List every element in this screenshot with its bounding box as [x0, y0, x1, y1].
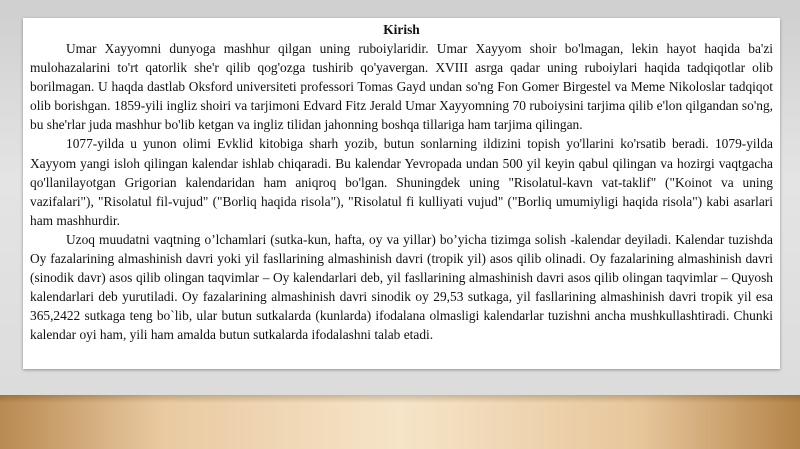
document-page [23, 18, 780, 369]
document-title: Kirish [383, 22, 420, 37]
paragraph-2: 1077-yilda u yunon olimi Evklid kitobiga sharh yozib, butun sonlarning ildizini topish yo'llarini ko'rsatib beradi. 1079-yilda Xayyom yangi isloh qilingan kalendar ishlab chiqaradi. Bu kalendar Yevropada undan 500 yil keyin qabul qilingan va hozirgi vaqtgacha qo'llanilayotgan Grigorian kalendaridan ham aniqroq bo'lgan. Shuningdek uning "Risolatul-kavn vat-taklif" ("Koinot va uning vazifalari"), "Risolatul fil-vujud" ("Borliq haqida risola"), "Risolatul fi kulliyati vujud" ("Borliq umumiyligi haqida risola") kabi asarlari ham mashhurdir. [30, 136, 773, 228]
paragraph-1: Umar Xayyomni dunyoga mashhur qilgan uning ruboiylaridir. Umar Xayyom shoir bo'lmagan, lekin hayot haqida ba'zi mulohazalarini to'rt qatorlik she'r qilib qog'ozga tushirib qo'yavergan. XVIII asrga qadar uning ruboiylari haqida tadqiqotlar olib borilmagan. U haqda dastlab Oksford universiteti professori Tomas Gayd undan so'ng Fon Gomer Birgestel va Meme Nikoloslar tadqiqot olib borishgan. 1859-yili ingliz shoiri va tarjimoni Edvard Fitz Jerald Umar Xayyomning 70 ruboiysini tarjima qilib e'lon qilgandan so'ng, bu she'rlar juda mashhur bo'lib ketgan va ingliz tilidan jahonning boshqa tillariga ham tarjima qilingan. [30, 41, 773, 133]
wood-floor-decoration [0, 395, 800, 449]
paragraph-3: Uzoq muudatni vaqtning o’lchamlari (sutka-kun, hafta, oy va yillar) bo’yicha tizimga solish -kalendar deyiladi. Kalendar tuzishda Oy fazalarining almashinish davri yoki yil fasllarining almashinish davri (tropik yil) asos qilib olinadi. Oy fazalarining almashinish davri (sinodik davr) asos qilib olingan taqvimlar – Oy kalendarlari deb, yil fasllarining almashinish davri asos qilib olingan taqvimlar – Quyosh kalendarlari deb yurutiladi. Oy fazalarining almashinish davri sinodik oy 29,53 sutkaga, yil fasllarining almashinish davri tropik yil esa 365,2422 sutkaga teng bo`lib, ular butun sutkalarda (kunlarda) ifodalana olmasligi kalendarlar tuzishni ancha mushkullashtiradi. Chunki kalendar oyi ham, yili ham amalda butun sutkalarda ifodalashni talab etadi. [30, 231, 773, 343]
